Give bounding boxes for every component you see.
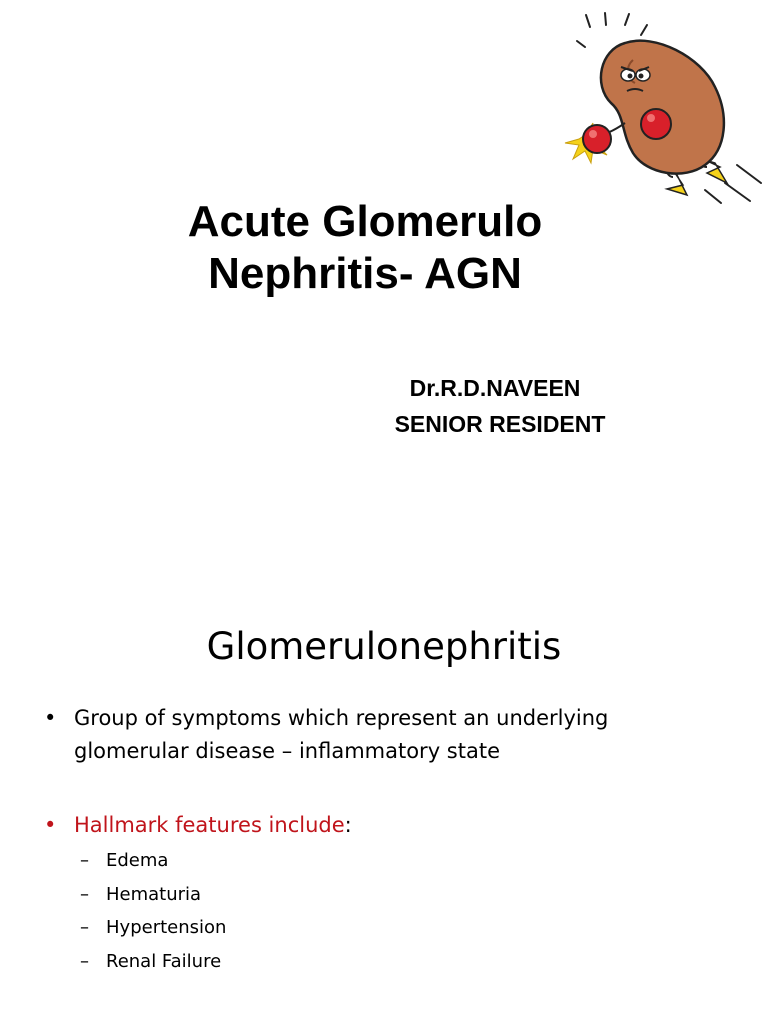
dash-marker: – bbox=[80, 917, 89, 938]
feature-hematuria: Hematuria bbox=[106, 883, 202, 905]
dash-marker: – bbox=[80, 850, 89, 871]
feature-list bbox=[44, 844, 744, 978]
author-block bbox=[330, 370, 670, 442]
bullet-dot: • bbox=[44, 813, 57, 837]
author-name: Dr.R.D.NAVEEN bbox=[409, 375, 581, 401]
bullet-item bbox=[44, 702, 744, 768]
bullet-dot: • bbox=[44, 706, 57, 730]
bullet-item-hallmark bbox=[44, 809, 744, 842]
slide-title-line-2: Nephritis- AGN bbox=[208, 249, 522, 298]
dash-marker: – bbox=[80, 883, 89, 905]
feature-hypertension: Hypertension bbox=[106, 917, 227, 938]
author-role: SENIOR RESIDENT bbox=[394, 411, 606, 437]
dash-marker: – bbox=[80, 950, 89, 972]
hallmark-colon: : bbox=[344, 813, 352, 837]
feature-renal-failure: Renal Failure bbox=[106, 950, 222, 972]
slide-heading: Glomerulonephritis bbox=[206, 625, 562, 668]
feature-item bbox=[80, 878, 744, 912]
boxing-kidney-icon bbox=[555, 5, 768, 210]
hallmark-label: Hallmark features include bbox=[74, 813, 345, 837]
content-slide bbox=[0, 512, 768, 1024]
bullet-line-2: glomerular disease – inflammatory state bbox=[74, 739, 500, 763]
feature-item bbox=[80, 844, 744, 878]
feature-edema: Edema bbox=[106, 850, 169, 871]
feature-item bbox=[80, 945, 744, 979]
slide-title bbox=[0, 196, 730, 300]
feature-item bbox=[80, 911, 744, 945]
bullet-list bbox=[44, 702, 744, 978]
bullet-line-1: Group of symptoms which represent an underlying bbox=[74, 706, 609, 730]
slide-title-line-1: Acute Glomerulo bbox=[187, 197, 543, 246]
